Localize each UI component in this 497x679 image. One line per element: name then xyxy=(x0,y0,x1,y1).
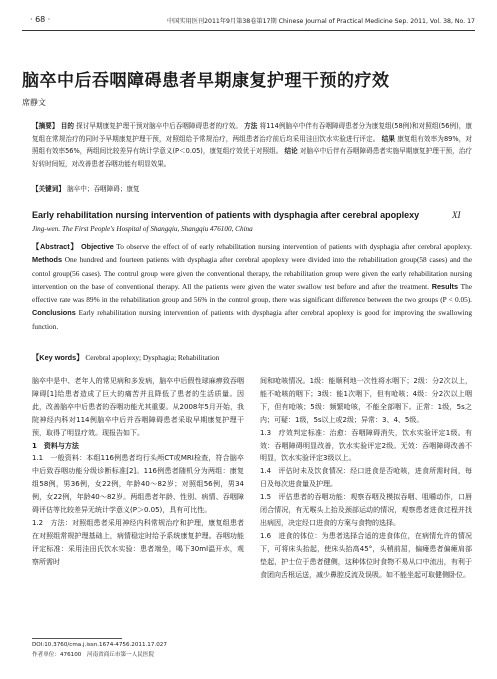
conclusions-label-en: Conclusions xyxy=(32,308,76,318)
paragraph-1-4: 1.4 评估时未及饮食情况：经口进食是否呛咳，进食所需时间，每日及每次进食量及护理。 xyxy=(260,467,472,489)
keywords-en-label: 【Key words】 xyxy=(32,353,84,362)
methods-label-en: Methods xyxy=(32,255,62,265)
english-author-tag: XI xyxy=(452,210,461,220)
results-cn: 康复组有效率为89%，对照组有效率56%，两组间比较差异有统计学意义(P＜0.05)，康复组疗效优于对照组。 xyxy=(32,134,472,156)
paragraph-1-2-continued: 间和呛咳情况。1级：能顺利地一次性将水咽下；2级：分2次以上，能不呛咳的咽下；3级：能1次咽下，但有呛咳；4级：分2次以上咽下，但有呛咳；5级：频繁呛咳，不能全部咽下。正常：1级，5s之内；可疑：1级，5s以上或2级；异常：3、4、5级。 xyxy=(260,377,472,424)
affiliation-line: 作者单位：476100 河南省商丘市第一人民医院 xyxy=(32,652,155,658)
objective-en: To observe the effect of of early rehabilitation nursing intervention of patients with dysphagia after cerebral apoplexy. xyxy=(116,242,472,251)
abstract-en xyxy=(32,240,472,333)
abstract-cn xyxy=(32,120,472,170)
keywords-cn xyxy=(32,183,140,193)
article-title: 脑卒中后吞咽障碍患者早期康复护理干预的疗效 xyxy=(22,71,390,91)
doi-line: DOI:10.3760/cma.j.issn.1674-4756.2011.17.027 xyxy=(32,642,167,648)
objective-label-cn: 目的 xyxy=(60,122,74,130)
footnote xyxy=(32,640,167,660)
methods-label-cn: 方法 xyxy=(244,122,258,130)
conclusion-cn: 对脑卒中后伴有吞咽障碍患者实施早期康复护理干预，治疗好转时间短，对改善患者吞咽功能有明显效果。 xyxy=(32,147,472,168)
keywords-en xyxy=(32,353,219,363)
methods-en: One hundred and fourteen patients with dysphagia after cerebral apoplexy were divided into the rehabilitation group(58 cases) and the contol group(56 cases). The contrul group were given the conventional therapy, the rehabilitation group were given the early rehabilitation nursing intervention on the base of conventional therapy. All the patients were given the water swallow test before and after the treatment. xyxy=(32,255,472,291)
abstract-cn-label: 【摘要】 xyxy=(32,122,59,130)
running-header xyxy=(22,14,475,28)
paragraph-1-6: 1.6 进食的体位：为患者选择合适的进食体位，在病情允许的情况下，可将床头抬起，使床头抬高45°，头稍前屈，偏瘫患者偏瘫肩部垫起，护士位于患者健侧，这种体位时食物不易从口中流出，有利于食团向舌根运送，减少鼻腔反流及误吸。如不能坐起可取健侧卧位。 xyxy=(260,531,472,579)
paragraph-1-5: 1.5 评估患者的吞咽功能：观察吞咽及模拟吞咽、咀嚼动作，口唇闭合情况，有无喉头上抬及颈部运动的情况，观察患者进食过程并找出病因，决定经口进食的方案与食物的选择。 xyxy=(260,493,472,527)
results-label-en: Results xyxy=(431,281,459,291)
keywords-cn-label: 【关键词】 xyxy=(32,185,65,193)
abstract-en-label: 【Abstract】 xyxy=(32,242,79,251)
paragraph-1-2: 1.2 方法：对照组患者采用神经内科常规治疗和护理，康复组患者在对照组常规护理基础上，病情稳定时给予系统康复护理。吞咽功能评定标准：采用洼田氏饮水实验：患者端坐，喝下30ml温开水，观察所需时 xyxy=(32,518,244,566)
page-number: · 68 · xyxy=(30,15,51,24)
methods-cn: 将114例脑卒中伴有吞咽障碍患者分为康复组(58例)和对照组(56例)，康复组在常规治疗的同时予早期康复护理干预，对照组给予常规治疗，两组患者治疗前后均采用洼田饮水实验进行评定。 xyxy=(32,122,472,143)
english-title: Early rehabilitation nursing intervention of patients with dysphagia after cerebral apoplexy xyxy=(32,210,420,220)
intro-paragraph: 脑卒中是中、老年人的常见病和多发病，脑卒中后假性球麻痹致吞咽障碍[1]给患者造成了巨大的痛苦并且降低了患者的生活质量。因此，改善脑卒中后患者的吞咽功能尤其重要。从2008年5月开始，我院神经内科对114例脑卒中后并吞咽障碍患者采取早期康复护理干预，取得了明显疗效。现报告如下。 xyxy=(32,377,244,437)
paragraph-1-3: 1.3 疗效判定标准：治愈：吞咽障碍消失，饮水实验评定1级。有效：吞咽障碍明显改善，饮水实验评定2级。无效：吞咽障碍改善不明显，饮水实验评定3级以上。 xyxy=(260,428,472,463)
objective-cn: 探讨早期康复护理干预对脑卒中后吞咽障碍患者的疗效。 xyxy=(76,122,243,130)
english-author: Jing-wen. The First People's Hospital of Shangqiu, Shangqiu 476100, China xyxy=(32,225,253,233)
paragraph-1-1: 1.1 一般资料：本组116例患者均行头颅CT或MRI检查，符合脑卒中后致吞咽功能分级诊断标准[2]。116例患者随机分为两组：康复组58例，男36例，女22例，年龄40～82岁；对照组56例，男34例，女22例，年龄40～82岁。两组患者年龄、性别、病情、吞咽障碍评估等比较差异无统计学意义(P＞0.05)，具有可比性。 xyxy=(32,454,244,515)
body-right-column xyxy=(260,375,472,582)
conclusion-label-cn: 结论 xyxy=(284,147,298,156)
article-author: 席静文 xyxy=(22,98,46,107)
body-left-column xyxy=(32,375,244,569)
keywords-cn-text: 脑卒中；吞咽障碍；康复 xyxy=(67,185,140,193)
keywords-en-text: Cerebral apoplexy; Dysphagia; Rehabilitation xyxy=(85,353,220,362)
conclusions-en: Early rehabilitation nursing intervention of patients with dysphagia after cerebral apoplexy is good for improving the swallowing function. xyxy=(32,308,472,331)
objective-label-en: Objective xyxy=(80,242,114,251)
journal-citation: 中国实用医刊2011年9月第38卷第17期 Chinese Journal of Practical Medicine Sep. 2011, Vol. 38, No. 17 xyxy=(166,18,475,25)
results-label-cn: 结果 xyxy=(381,134,396,143)
section-heading-materials-methods: 1 资料与方法 xyxy=(32,441,79,450)
header-rule xyxy=(22,30,475,31)
results-en: The effective rate was 89% in the rehabilitation group and 56% in the control group, there was significant difference between the two groups (P < 0.05). xyxy=(32,281,472,305)
footnote-rule xyxy=(32,638,122,639)
